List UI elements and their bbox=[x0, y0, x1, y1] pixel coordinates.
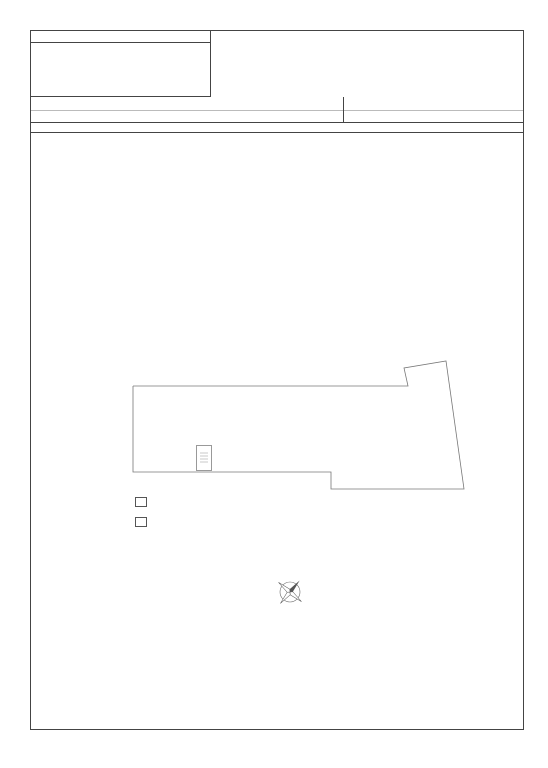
stairwell bbox=[196, 445, 212, 471]
north-arrow-icon bbox=[273, 575, 307, 609]
venduti-swatch bbox=[135, 517, 147, 527]
floor-plan bbox=[31, 31, 525, 731]
plan-outline bbox=[31, 31, 525, 731]
drawing-sheet bbox=[30, 30, 524, 730]
stairs-icon bbox=[199, 451, 209, 465]
liberi-swatch bbox=[135, 497, 147, 507]
